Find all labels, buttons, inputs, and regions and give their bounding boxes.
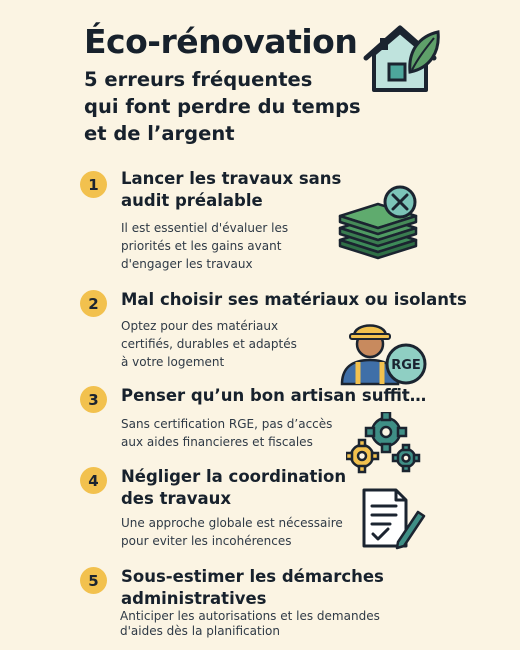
item-desc-line: priorités et les gains avant bbox=[121, 239, 282, 253]
page-subtitle bbox=[84, 66, 374, 147]
item-description bbox=[121, 219, 288, 273]
item-title bbox=[121, 289, 481, 311]
item-title bbox=[121, 168, 341, 212]
step-number-badge: 2 bbox=[80, 290, 107, 317]
item-title-line: administratives bbox=[121, 589, 267, 608]
item-desc-line: Anticiper les autorisations et les demandes bbox=[120, 609, 380, 623]
item-title-line: Lancer les travaux sans bbox=[121, 169, 342, 188]
item-description bbox=[121, 415, 332, 451]
step-number-badge: 5 bbox=[80, 567, 107, 594]
item-title-line: audit préalable bbox=[121, 191, 263, 210]
item-desc-line: aux aides financieres et fiscales bbox=[121, 435, 313, 449]
item-title-line: Sous-estimer les démarches bbox=[121, 567, 384, 586]
item-title-line: Penser qu’un bon artisan suffit… bbox=[121, 386, 427, 405]
item-desc-line: pour eviter les incohérences bbox=[121, 534, 292, 548]
worker-rge-icon bbox=[336, 312, 428, 386]
item-desc-line: Il est essentiel d'évaluer les bbox=[121, 221, 289, 235]
item-desc-line: certifiés, durables et adaptés bbox=[121, 337, 297, 351]
house-leaf-icon bbox=[360, 20, 440, 98]
item-description bbox=[120, 609, 380, 639]
item-title-line: Mal choisir ses matériaux ou isolants bbox=[121, 290, 467, 309]
checklist-pen-icon bbox=[360, 486, 426, 550]
header bbox=[84, 24, 374, 147]
item-title-line: des travaux bbox=[121, 489, 232, 508]
item-description bbox=[121, 514, 343, 550]
item-title bbox=[121, 385, 461, 407]
item-desc-line: Une approche globale est nécessaire bbox=[121, 516, 343, 530]
rge-label: RGE bbox=[391, 358, 421, 373]
step-number-badge: 1 bbox=[80, 171, 107, 198]
subtitle-line: et de l’argent bbox=[84, 122, 235, 145]
page-title: Éco-rénovation bbox=[84, 22, 358, 61]
item-description bbox=[121, 317, 297, 371]
item-desc-line: d'aides dès la planification bbox=[120, 624, 280, 638]
list-item bbox=[80, 566, 500, 646]
item-title bbox=[121, 466, 346, 510]
subtitle-line: qui font perdre du temps bbox=[84, 95, 361, 118]
item-desc-line: d'engager les travaux bbox=[121, 257, 253, 271]
item-desc-line: Sans certification RGE, pas d’accès bbox=[121, 417, 333, 431]
item-title bbox=[121, 566, 384, 610]
gears-icon bbox=[346, 412, 422, 474]
item-title-line: Négliger la coordination bbox=[121, 467, 347, 486]
step-number-badge: 3 bbox=[80, 386, 107, 413]
subtitle-line: 5 erreurs fréquentes bbox=[84, 68, 313, 91]
step-number-badge: 4 bbox=[80, 467, 107, 494]
item-desc-line: Optez pour des matériaux bbox=[121, 319, 279, 333]
layers-x-icon bbox=[336, 184, 420, 264]
item-desc-line: à votre logement bbox=[121, 355, 225, 369]
